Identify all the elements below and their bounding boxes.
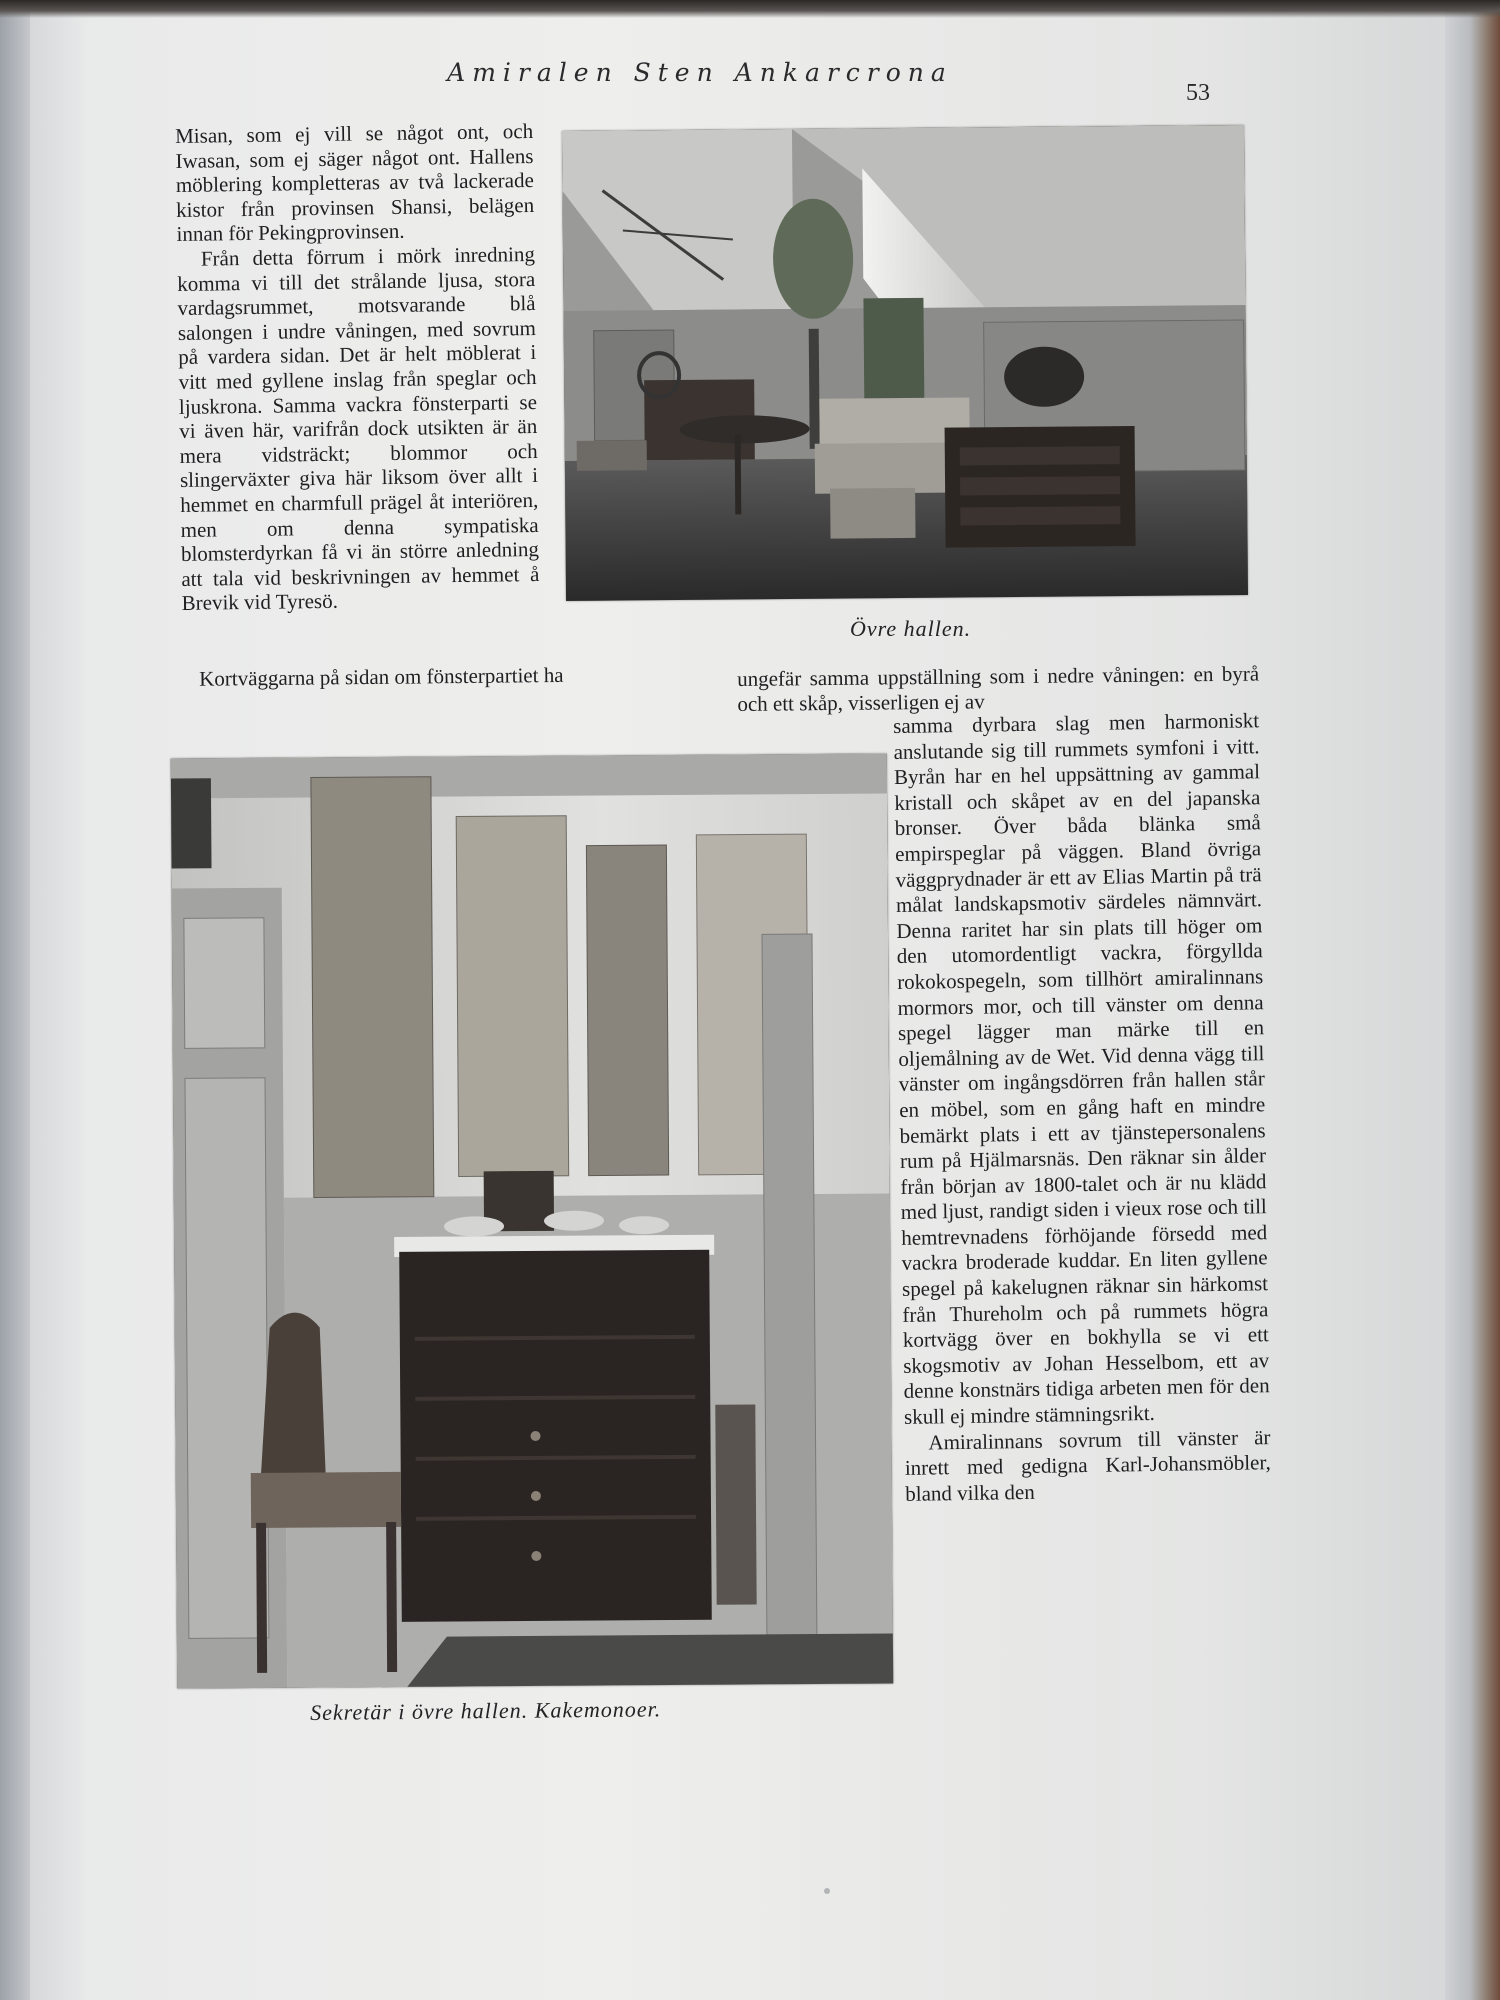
caption-secretary: Sekretär i övre hallen. Kakemonoer. xyxy=(310,1696,662,1725)
paragraph: Misan, som ej vill se något ont, och Iwasan, som ej säger något ont. Hallens möblering kompletteras av två lackerade kistor från provinsen Shansi, belägen innan för Pekingprovinsen. xyxy=(175,119,535,247)
paper-spot xyxy=(824,1888,830,1894)
page-top-edge xyxy=(0,0,1500,18)
photo-upper-hall xyxy=(562,125,1248,601)
page-number: 53 xyxy=(1186,80,1210,106)
photo-secretary xyxy=(171,754,893,1689)
photo-secretary-image xyxy=(171,754,893,1689)
paragraph: Kortväggarna på sidan om fönsterpartiet ha xyxy=(198,662,564,691)
text-column-right xyxy=(893,708,1271,1507)
book-right-edge xyxy=(1445,0,1500,2000)
text-line-right xyxy=(737,662,1259,717)
text-column-top-left xyxy=(175,119,540,616)
paragraph: Från detta förrum i mörk inredning komma vi till det strålande ljusa, stora vardagsrummet, motsvarande blå salongen i undre våningen, med sovrum på vardera sidan. Det är helt möblerat i vitt med gyllene inslag från speglar och ljuskrona. Samma vackra fönsterparti se vi även här, varifrån dock utsikten är än mera vidsträckt; blommor och slingerväxter giva här liksom över allt i hemmet en charmfull prägel åt interiören, men om denna sympatiska blomsterdyrkan få vi än större anledning att tala vid beskrivningen av hemmet å Brevik vid Tyresö. xyxy=(177,241,540,616)
photo-upper-hall-image xyxy=(562,125,1248,601)
running-head: Amiralen Sten Ankarcrona xyxy=(447,58,953,87)
paragraph: samma dyrbara slag men harmoniskt anslutande sig till rummets symfoni i vitt. Byrån har en hel uppsättning av gammal kristall och skåpet av en del japanska bronser. Över båda blänka små empirspeglar på väggen. Bland övriga väggprydnader är ett av Elias Martin på trä målat landskapsmotiv särdeles nämnvärt. Denna raritet har sin plats till höger om den utomordentligt vackra, förgyllda rokokospegeln, som tillhört amiralinnans mormors mor, och till vänster om denna spegel lägger man märke till en oljemålning av de Wet. Vid denna vägg till vänster om ingångsdörren från hallen står en möbel, som en gång haft en mindre bemärkt plats i ett av tjänstepersonalens rum på Hjälmarsnäs. Den räknar sin ålder från början av 1800-talet och är nu klädd med ljust, randigt siden i vieux rose och till hemtrevnadens förhöjande försedd med vackra broderade kuddar. En liten gyllene spegel på kakelugnen räknar sin härkomst från Thureholm och på rummets högra kortvägg över en bokhylla se vi ett skogsmotiv av Johan Hesselbom, ett av denne konstnärs tidiga arbeten men för den skull ej mindre stämningsrikt. xyxy=(893,708,1270,1429)
paragraph: ungefär samma uppställning som i nedre våningen: en byrå och ett skåp, visserligen ej av xyxy=(737,661,1260,716)
caption-upper-hall: Övre hallen. xyxy=(850,616,972,641)
page-left-edge xyxy=(0,0,30,2000)
paragraph: Amiralinnans sovrum till vänster är inrett med gedigna Karl-Johansmöbler, bland vilka den xyxy=(904,1424,1271,1506)
